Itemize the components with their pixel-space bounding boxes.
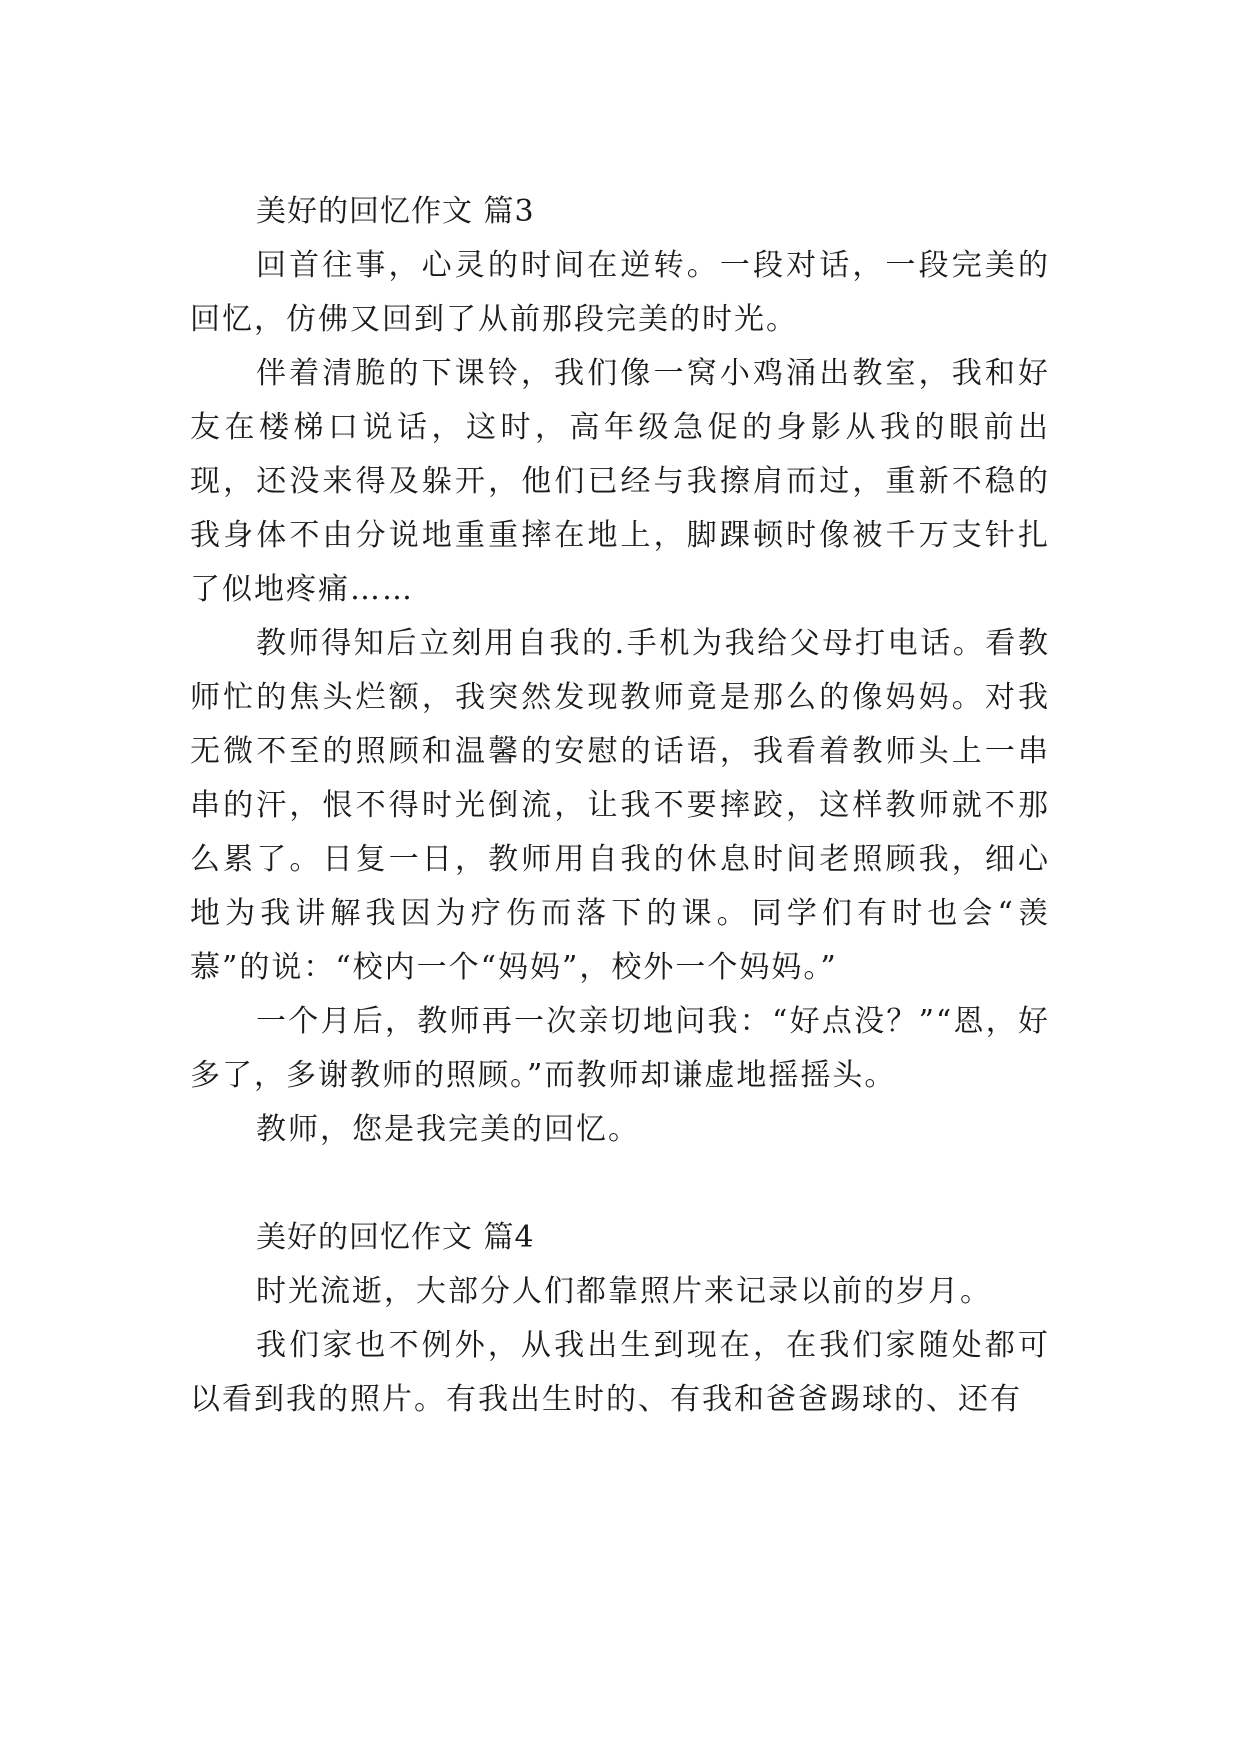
paragraph: 回首往事，心灵的时间在逆转。一段对话，一段完美的回忆，仿佛又回到了从前那段完美的时光。: [190, 248, 1050, 337]
paragraph: 伴着清脆的下课铃，我们像一窝小鸡涌出教室，我和好友在楼梯口说话，这时，高年级急促的身影从我的眼前出现，还没来得及躲开，他们已经与我擦肩而过，重新不稳的我身体不由分说地重重摔在地上，脚踝顿时像被千万支针扎了似地疼痛……: [190, 356, 1050, 607]
section-title: 美好的回忆作文 篇3: [256, 194, 535, 229]
section-divider-space: [190, 1157, 1050, 1211]
paragraph: 时光流逝，大部分人们都靠照片来记录以前的岁月。: [256, 1274, 992, 1309]
essay-section-3: [190, 185, 1050, 1157]
document-page: [190, 185, 1050, 1427]
essay-section-4: [190, 1211, 1050, 1427]
paragraph: 教师，您是我完美的回忆。: [256, 1112, 640, 1147]
section-title: 美好的回忆作文 篇4: [256, 1220, 535, 1255]
paragraph: 我们家也不例外，从我出生到现在，在我们家随处都可以看到我的照片。有我出生时的、有我和爸爸踢球的、还有: [190, 1328, 1050, 1417]
paragraph: 教师得知后立刻用自我的.手机为我给父母打电话。看教师忙的焦头烂额，我突然发现教师竟是那么的像妈妈。对我无微不至的照顾和温馨的安慰的话语，我看着教师头上一串串的汗，恨不得时光倒流，让我不要摔跤，这样教师就不那么累了。日复一日，教师用自我的休息时间老照顾我，细心地为我讲解我因为疗伤而落下的课。同学们有时也会“羡慕”的说：“校内一个“妈妈”，校外一个妈妈。”: [190, 626, 1050, 985]
paragraph: 一个月后，教师再一次亲切地问我：“好点没？”“恩，好多了，多谢教师的照顾。”而教师却谦虚地摇摇头。: [190, 1004, 1050, 1093]
